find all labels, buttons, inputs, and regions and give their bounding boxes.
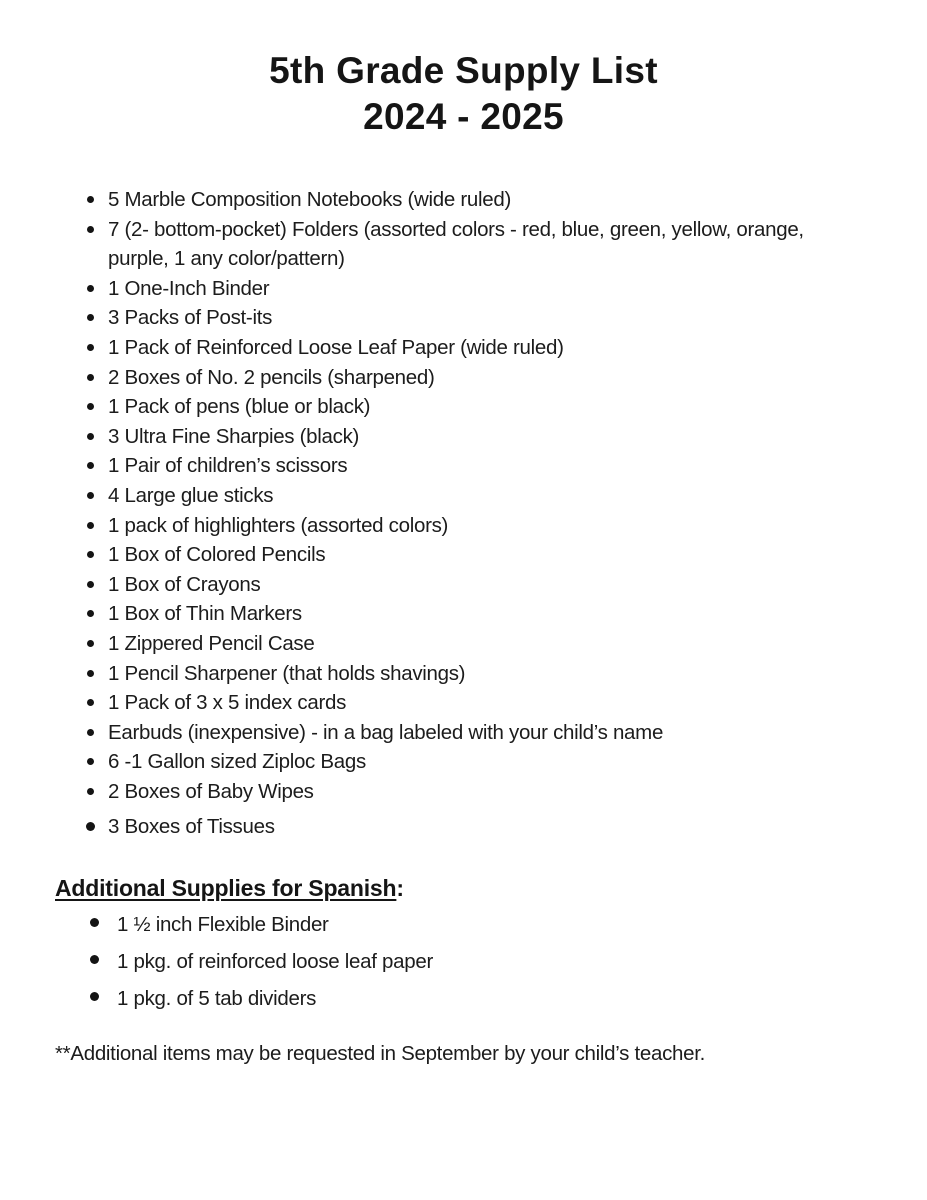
list-item: 5 Marble Composition Notebooks (wide ruled) — [108, 185, 860, 215]
list-item: 7 (2- bottom-pocket) Folders (assorted colors - red, blue, green, yellow, orange, purple, 1 any color/pattern) — [108, 215, 860, 274]
spanish-section-heading — [55, 874, 887, 902]
list-item: 3 Packs of Post-its — [108, 303, 860, 333]
list-item: 4 Large glue sticks — [108, 481, 860, 511]
page-title-line2: 2024 - 2025 — [363, 96, 564, 137]
list-item: 1 Box of Colored Pencils — [108, 540, 860, 570]
list-item: 1 Box of Crayons — [108, 570, 860, 600]
spanish-section-heading-colon: : — [396, 875, 404, 902]
list-item: 1 Zippered Pencil Case — [108, 629, 860, 659]
list-item: 3 Ultra Fine Sharpies (black) — [108, 422, 860, 452]
list-item: 1 Pack of 3 x 5 index cards — [108, 688, 860, 718]
spanish-section-heading-text: Additional Supplies for Spanish — [55, 875, 397, 902]
list-item: 1 One-Inch Binder — [108, 274, 860, 304]
list-item: 1 pkg. of reinforced loose leaf paper — [117, 947, 887, 976]
page-title — [55, 48, 872, 140]
list-item: 1 Pack of Reinforced Loose Leaf Paper (wide ruled) — [108, 333, 860, 363]
list-item: 3 Boxes of Tissues — [108, 812, 860, 842]
list-item: 1 Pencil Sharpener (that holds shavings) — [108, 659, 860, 689]
footnote: **Additional items may be requested in September by your child’s teacher. — [55, 1042, 706, 1066]
page-title-line1: 5th Grade Supply List — [269, 50, 658, 91]
list-item: 1 pack of highlighters (assorted colors) — [108, 511, 860, 541]
spanish-supply-list — [55, 910, 887, 1013]
list-item: 2 Boxes of Baby Wipes — [108, 777, 860, 807]
list-item: 1 Pair of children’s scissors — [108, 451, 860, 481]
list-item: Earbuds (inexpensive) - in a bag labeled with your child’s name — [108, 718, 860, 748]
list-item: 1 pkg. of 5 tab dividers — [117, 984, 887, 1013]
list-item: 1 Box of Thin Markers — [108, 599, 860, 629]
list-item: 1 ½ inch Flexible Binder — [117, 910, 887, 939]
list-item: 2 Boxes of No. 2 pencils (sharpened) — [108, 363, 860, 393]
list-item: 6 -1 Gallon sized Ziploc Bags — [108, 747, 860, 777]
supply-list — [55, 185, 860, 842]
list-item: 1 Pack of pens (blue or black) — [108, 392, 860, 422]
